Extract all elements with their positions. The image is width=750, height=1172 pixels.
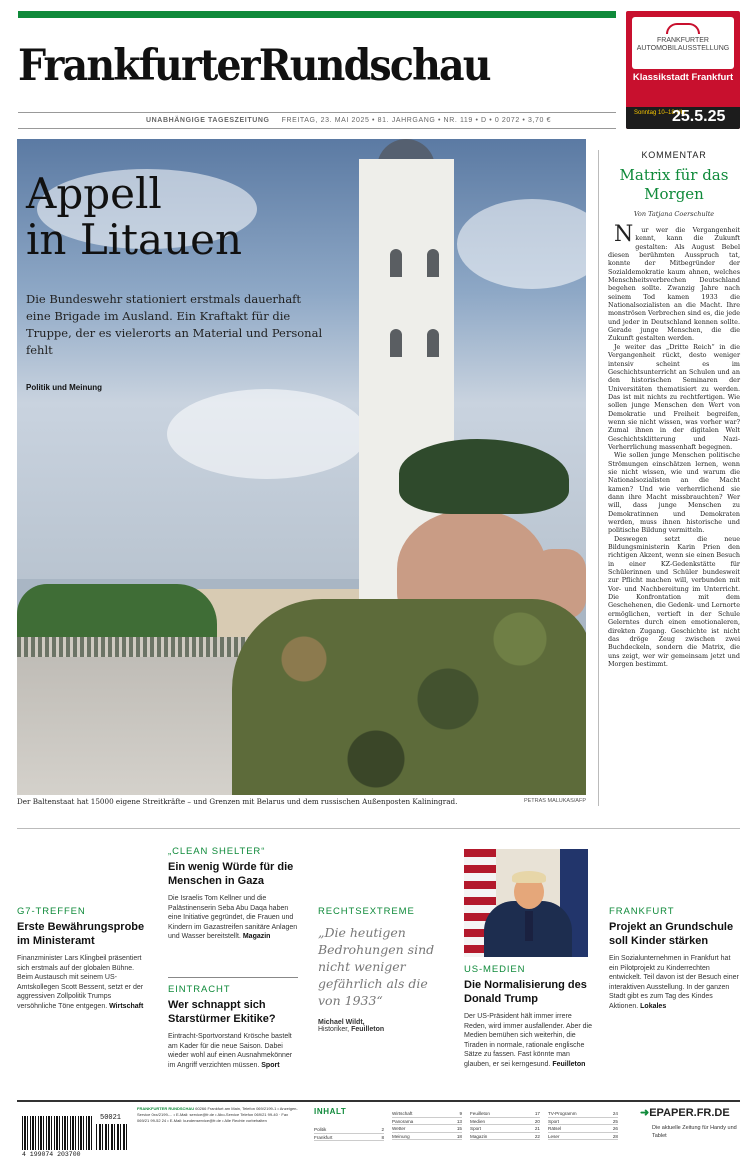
lead-dek: Die Bundeswehr stationiert erstmals dauerhaft eine Brigade im Ausland. Ein Kraftakt für die Truppe, der es vielerorts an Material und Personal fehlt [26, 292, 323, 357]
teaser-headline[interactable]: Ein wenig Würde für die Menschen in Gaza [168, 861, 294, 887]
promo-logo: FRANKFURTER AUTOMOBILAUSSTELLUNG [632, 17, 734, 69]
index-row[interactable]: Panorama 13 [392, 1118, 462, 1124]
teaser-section[interactable]: Wirtschaft [109, 1002, 144, 1010]
section-divider [17, 828, 740, 829]
commentary-title[interactable]: Matrix für das Morgen [619, 166, 729, 203]
footer-rule [17, 1100, 740, 1102]
car-icon [666, 23, 700, 34]
index-row[interactable]: Wirtschaft 9 [392, 1111, 462, 1116]
teaser-kicker: FRANKFURT [609, 906, 675, 917]
commentary-body [608, 222, 740, 668]
teaser-kicker: G7-TREFFEN [17, 906, 86, 917]
masthead-top-rule [18, 11, 616, 18]
teaser-body: Finanzminister Lars Klingbeil präsentiert sich erstmals auf der globalen Bühne. Beim Austausch mit seinem US-Amtskollegen Scott Bessent, setzt er der aggressiven Zollpolitik Trumps versöhnliche Töne entgegen. Wirtschaft [17, 955, 144, 1010]
index-row[interactable]: Leser 28 [548, 1133, 618, 1139]
commentary-paragraph: Wie sollen junge Menschen politische Strömungen einschätzen lernen, wenn sie nicht wissen, wie und warum die Nationalsozialisten an die Macht kamen? Und wie verherrlichend sie dann ihre Macht missbrauchten? Wer will, dass junge Menschen zu Demokratinnen und Demokraten werden, muss ihnen historische und politische Bildung vermitteln. [608, 451, 740, 535]
index-row[interactable]: Politik 2 [314, 1127, 384, 1132]
quote-attribution [318, 1019, 446, 1033]
quote-author: Michael Wildt, [318, 1019, 365, 1026]
column-rule [598, 150, 599, 806]
index-row[interactable]: Feuilleton 17 [470, 1111, 540, 1116]
promo-date-bar [626, 107, 740, 129]
quote-role: Historiker, [318, 1026, 350, 1033]
index-column [392, 1110, 462, 1140]
photo-credit: PETRAS MALUKAS/AFP [523, 798, 586, 804]
epaper-link[interactable]: ➜EPAPER.FR.DE [640, 1107, 730, 1119]
teaser-kicker: RECHTSEXTREME [318, 906, 415, 917]
teaser-section[interactable]: Feuilleton [351, 1026, 385, 1033]
barcode-addon [96, 1124, 128, 1150]
lead-section-ref[interactable]: Politik und Meinung [26, 383, 102, 392]
imprint-text: 60266 Frankfurt am Main, Telefon 069/2199-1 • Anzeigen-Service 0xx/2199-... • E-Mail: service@fr.de • Abo-Service Telefon 069/21 99-40 · Fax 069/21 99-52 24 • E-Mail: kundenservice@fr.de • Alle Rechte vorbehalten [137, 1106, 298, 1123]
tower-window [390, 329, 402, 357]
teaser-section[interactable]: Lokales [640, 1002, 667, 1010]
teaser-rechtsextreme[interactable] [318, 906, 446, 1033]
lead-headline-line-1: Appell [26, 169, 162, 218]
teaser-g7[interactable] [17, 906, 152, 1012]
teaser-section[interactable]: Sport [261, 1061, 280, 1069]
promo-ad[interactable] [626, 11, 740, 129]
masthead-tagline: UNABHÄNGIGE TAGESZEITUNG [146, 116, 270, 124]
teaser-rule [168, 977, 298, 978]
index-row[interactable]: Medien 20 [470, 1118, 540, 1124]
commentary-paragraph: Deswegen setzt die neue Bildungsministerin Karin Prien den richtigen Akzent, wenn sie einen Besuch in einer KZ-Gedenkstätte für Schülerinnen und Schüler bundesweit zur Pflicht machen will, verbunden mit Vor- und Nachbereitung im Unterricht. Die Konfrontation mit dem Geschehenen, die Gedenk- und Lernorte ermöglichen, vertieft in der Schule Gelerntes durch einen emotionaleren, direkten Zugang. Geschichte ist nicht das dröge Zeug zwischen zwei Buchdeckeln, sondern die Matrix, die uns zeigt, wer wir gemeinsam jetzt und Morgen bestimmt. [608, 534, 740, 668]
teaser-kicker: EINTRACHT [168, 984, 231, 995]
teaser-body: Ein Sozialunternehmen in Frankfurt hat ein Pilotprojekt zu Kinderrechten entwickelt. Teil davon ist der Besuch einer interaktiven Ausstellung. In der ganzen Stadt gibt es zum Tag des Kindes Aktionen. Lokales [609, 955, 739, 1010]
teaser-body: Eintracht-Sportvorstand Krösche bastelt am Kader für die neue Saison. Dabei wieder wohl auf einen Ausnahmekönner im Angriff verzichten müssen. Sport [168, 1033, 293, 1069]
barcode-number: 4 199074 203700 [22, 1151, 81, 1158]
photo-trees [17, 584, 217, 644]
teaser-frankfurt[interactable] [609, 906, 740, 1012]
index-row[interactable]: Wetter 15 [392, 1126, 462, 1132]
lead-headline[interactable] [26, 171, 242, 263]
soldier-camo-uniform [232, 599, 586, 795]
imprint [137, 1106, 299, 1124]
masthead-title[interactable]: FrankfurterRundschau [18, 41, 490, 91]
index-column [470, 1110, 540, 1140]
index-label: INHALT [314, 1107, 347, 1116]
arrow-right-icon: ➜ [640, 1107, 650, 1119]
tower-window [427, 249, 439, 277]
photo-cloud [167, 389, 367, 479]
index-row[interactable]: Rätsel 26 [548, 1126, 618, 1132]
tower-window [390, 249, 402, 277]
tower-window [427, 329, 439, 357]
trump-photo[interactable] [464, 849, 588, 957]
index-row[interactable]: Frankfurt 8 [314, 1134, 384, 1140]
lead-headline-line-2: in Litauen [26, 215, 243, 264]
lead-caption: Der Baltenstaat hat 15000 eigene Streitkräfte – und Grenzen mit Belarus und dem russischen Außenposten Kaliningrad. [17, 797, 458, 806]
teaser-headline[interactable]: Wer schnappt sich Starstürmer Ekitike? [168, 999, 276, 1025]
epaper-subtitle: Die aktuelle Zeitung für Handy und Tablet [652, 1125, 737, 1139]
index-column [548, 1110, 618, 1140]
promo-day: Sonntag 10–18 Uhr [634, 110, 687, 116]
teaser-headline[interactable]: Erste Bewährungsprobe im Ministeramt [17, 921, 145, 947]
table-of-contents [314, 1108, 624, 1150]
index-column [314, 1126, 384, 1141]
commentary-paragraph: Nur wer die Vergangenheit kennt, kann die Zukunft gestalten: Als August Bebel diesen berühmten Ausspruch tat, konnte der Mitbegründer der Sozialdemokratie kaum ahnen, welches Menschheitsverbrechen Deutschland begehen sollte. Zwanzig Jahre nach seinem Tod kamen 1933 die Nationalsozialisten an die Macht. Ihre monströsen Verbrechen sind es, die jede und jeder in Deutschland kennen sollte. Gerade junge Menschen, die die Zukunft gestalten werden. [608, 222, 740, 343]
index-row[interactable]: TV-Programm 24 [548, 1111, 618, 1116]
teaser-clean-shelter[interactable] [168, 846, 298, 942]
commentary-column [608, 150, 740, 668]
commentary-kicker: KOMMENTAR [641, 150, 707, 160]
index-row[interactable]: Magazin 22 [470, 1133, 540, 1139]
commentary-paragraph: Je weiter das „Dritte Reich“ in die Vergangenheit rückt, desto weniger intensiv scheint es im Geschichtsunterricht an Schulen und an den historischen Seminaren der Universitäten thematisiert zu werden. Das ist mit nichts zu rechtfertigen. Wie sollen junge Menschen den Wert von Demokratie und Freiheit begreifen, wenn sie nicht wissen, was vorher war? Zumal ihnen in der digitalen Welt Geschichtsklitterung und Nazi-Verherrlichung massenhaft begegnen. [608, 342, 740, 451]
masthead-subline [18, 113, 616, 127]
teaser-headline[interactable]: Projekt an Grundschule soll Kinder stärken [609, 921, 734, 947]
imprint-publisher: FRANKFURTER RUNDSCHAU [137, 1106, 195, 1111]
teaser-body: Der US-Präsident hält immer irrere Reden, wird immer ausfallender. Aber die Medien bemühen sich weiterhin, die Tiraden in normale, rationale englische Sätze zu fassen. Fast könnte man glauben, er sei kerngesund. Feuilleton [464, 1013, 593, 1068]
masthead-issue: FREITAG, 23. MAI 2025 • 81. JAHRGANG • NR. 119 • D • 0 2072 • 3,70 € [281, 116, 552, 124]
barcode [22, 1116, 92, 1150]
lead-caption-row [17, 797, 586, 806]
lead-photo[interactable] [17, 139, 586, 795]
teaser-quote[interactable]: „Die heutigen Bedrohungen sind nicht weniger gefährlich als die von 1933“ [318, 925, 435, 1008]
teaser-section[interactable]: Magazin [242, 933, 271, 941]
index-row[interactable]: Sport 25 [548, 1118, 618, 1124]
promo-date: 25.5.25 [672, 108, 726, 125]
index-row[interactable]: Sport 21 [470, 1126, 540, 1132]
promo-title: Klassikstadt Frankfurt [632, 72, 734, 83]
tie [525, 911, 533, 941]
teaser-headline[interactable]: Die Normalisierung des Donald Trump [464, 979, 587, 1005]
commentary-author: Von Tatjana Coerschulte [633, 210, 715, 218]
teaser-eintracht[interactable] [168, 977, 298, 1070]
masthead-divider-bottom [18, 128, 616, 129]
hair [512, 871, 546, 883]
teaser-body: Die Israelis Tom Kellner und die Palästinenserin Seba Abu Daqa haben eine Initiative gegründet, die Frauen und Kindern im Gazastreifen sanitäre Anlagen und Wasser bereitstellt. Magazin [168, 895, 298, 941]
teaser-section[interactable]: Feuilleton [552, 1060, 586, 1068]
teaser-kicker: „CLEAN SHELTER“ [168, 846, 266, 857]
barcode-addon-number: 50021 [100, 1114, 122, 1122]
teaser-kicker: US-MEDIEN [464, 964, 526, 975]
teaser-us-medien[interactable] [464, 964, 592, 1070]
index-row[interactable]: Meinung 18 [392, 1133, 462, 1139]
